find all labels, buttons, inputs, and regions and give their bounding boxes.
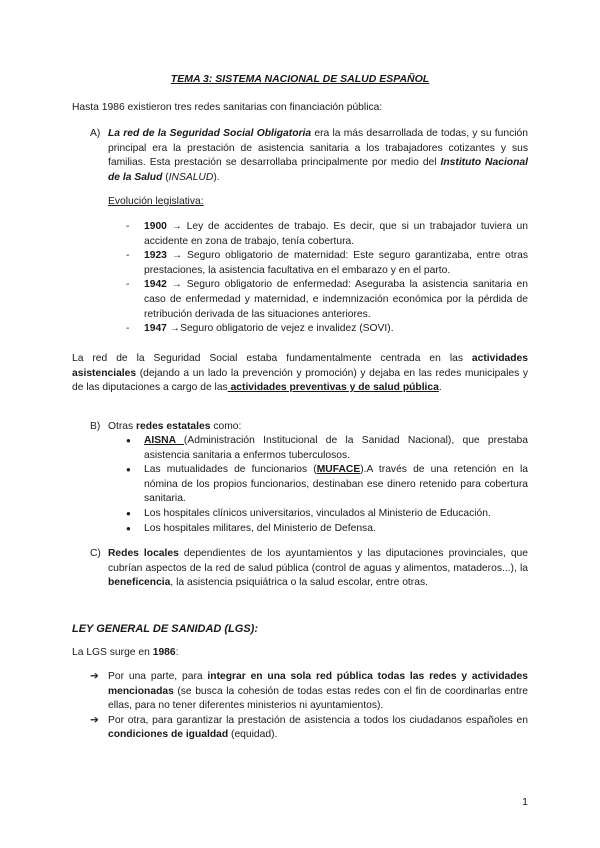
intro-paragraph: Hasta 1986 existieron tres redes sanitarias con financiación pública: (72, 102, 383, 113)
section-a-paragraph: La red de la Seguridad Social Obligatoria era la más desarrollada de todas, y su función principal era la prestación de asistencia sanitaria a los trabajadores cotizantes y sus familias. Esta prestación se desarrollaba principalmente por medio del Instituto Nacional de la Salud (INSALUD). (108, 128, 528, 183)
section-a-marker: A) (90, 128, 101, 139)
arrow-icon: ➔ (90, 671, 99, 682)
list-item: ● Los hospitales clínicos universitarios, vinculados al Ministerio de Educación. (126, 507, 528, 522)
list-item: - 1923 → Seguro obligatorio de maternidad: Este seguro garantizaba, entre otras prestaciones, la asistencia facultativa en el embarazo y en el parto. (126, 250, 528, 276)
section-b-heading: Otras redes estatales como: (108, 421, 242, 432)
list-item: ➔ Por otra, para garantizar la prestación de asistencia a todos los ciudadanos españoles en condiciones de igualdad (equidad). (90, 714, 528, 741)
list-item: - 1942 → Seguro obligatorio de enfermedad: Aseguraba la asistencia sanitaria en caso de enfermedad y maternidad, e indemnización económica por la pérdida de retribución derivada de las situaciones anteriores. (126, 279, 528, 320)
list-item: ➔ Por una parte, para integrar en una sola red pública todas las redes y actividades mencionadas (se busca la cohesión de todas estas redes con el fin de coordinarlas entre ellas, para no tener diferentes ministerios ni ayuntamientos). (90, 671, 528, 712)
section-c-marker: C) (90, 548, 101, 559)
page-number: 1 (522, 796, 528, 808)
section-b-marker: B) (90, 421, 101, 432)
list-item: ● AISNA (Administración Institucional de la Sanidad Nacional), que prestaba asistencia sanitaria a enfermos tuberculosos. (126, 435, 528, 461)
insalud-term: Instituto Nacional de la Salud (108, 157, 528, 183)
lgs-surge: La LGS surge en 1986: (72, 647, 179, 658)
red-paragraph: La red de la Seguridad Social estaba fundamentalmente centrada en las actividades asistenciales (dejando a un lado la prevención y promoción) y dejaba en las redes municipales y de las diputaciones a cargo de las actividades preventivas y de salud pública. (72, 353, 528, 394)
arrow-icon: ➔ (90, 714, 99, 726)
list-item: - 1947 →Seguro obligatorio de vejez e invalidez (SOVI). (126, 323, 394, 335)
bullet-icon: ● (126, 465, 131, 475)
redes-estatales-list (126, 434, 528, 536)
seguridad-social-term: La red de la Seguridad Social Obligatoria (108, 128, 312, 139)
bullet-icon: ● (126, 436, 131, 445)
bullet-icon: ● (126, 508, 131, 518)
evolution-list (126, 220, 528, 337)
evolution-heading: Evolución legislativa: (108, 196, 204, 207)
section-c-paragraph: Redes locales dependientes de los ayuntamientos y las diputaciones provinciales, que cubrían aspectos de la red de salud pública (control de aguas y alimentos, mataderos...), la beneficencia, la asistencia psiquiátrica o la salud escolar, entre otras. (108, 548, 529, 589)
list-item: ● Las mutualidades de funcionarios (MUFACE).A través de una retención en la nómina de los propios funcionarios, destinaban ese dinero retenido para cobertura sanitaria. (126, 464, 528, 505)
page-title: TEMA 3: SISTEMA NACIONAL DE SALUD ESPAÑOL (170, 73, 430, 85)
lgs-list (90, 670, 528, 743)
bullet-icon: ● (126, 523, 131, 533)
list-item: - 1900 → Ley de accidentes de trabajo. Es decir, que si un trabajador tuviera un accidente en zona de trabajo, tenía cobertura. (126, 221, 528, 247)
lgs-heading: LEY GENERAL DE SANIDAD (LGS): (72, 623, 258, 635)
list-item: ● Los hospitales militares, del Ministerio de Defensa. (126, 522, 528, 537)
